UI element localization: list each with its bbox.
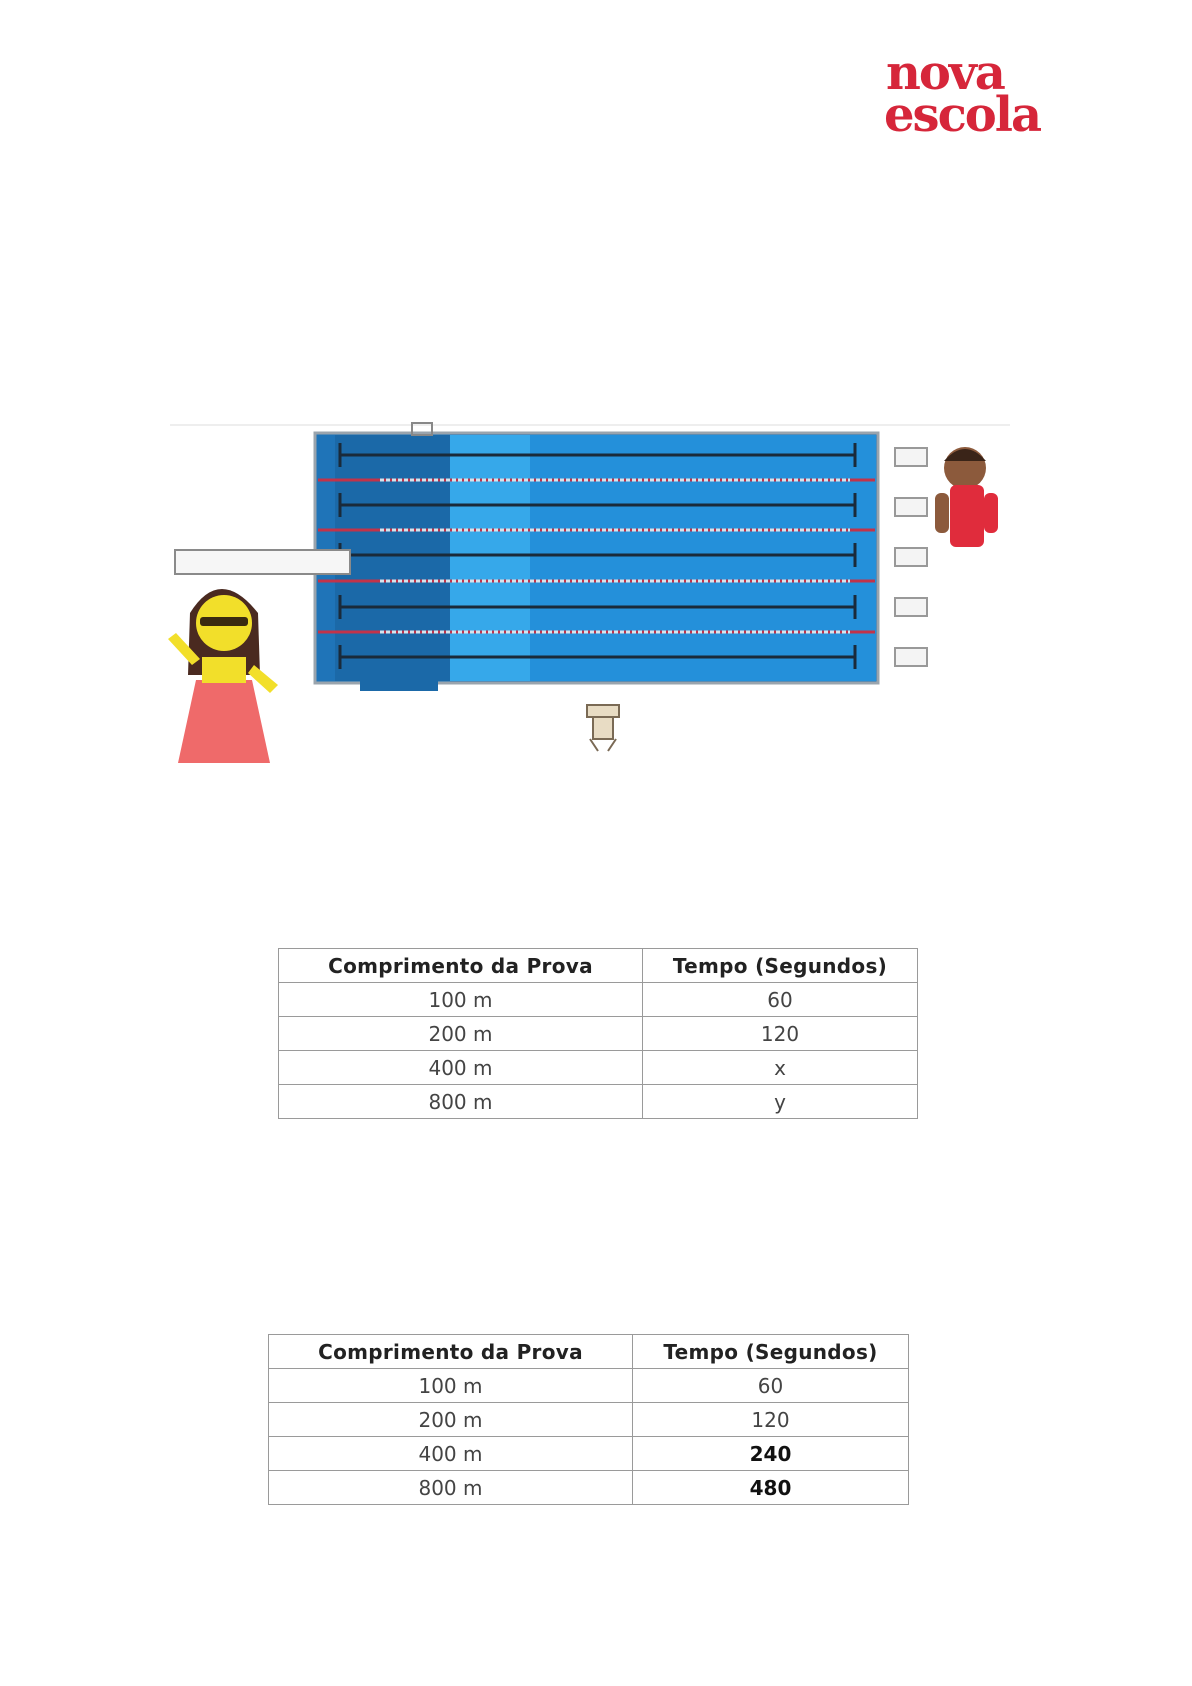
swimming-pool-illustration <box>150 415 1020 795</box>
header-time: Tempo (Segundos) <box>643 949 918 983</box>
cell-length: 200 m <box>279 1017 643 1051</box>
diving-board <box>175 550 350 574</box>
cell-time-answer: 240 <box>633 1437 909 1471</box>
cell-time: x <box>643 1051 918 1085</box>
table-row <box>269 1403 909 1437</box>
logo-line-1: nova <box>886 45 1004 101</box>
table-row <box>279 1051 918 1085</box>
cell-time-answer: 480 <box>633 1471 909 1505</box>
cell-length: 400 m <box>279 1051 643 1085</box>
race-times-table-answer <box>268 1334 909 1505</box>
cell-length: 800 m <box>269 1471 633 1505</box>
cell-length: 100 m <box>269 1369 633 1403</box>
cell-time: y <box>643 1085 918 1119</box>
starting-blocks <box>895 448 927 666</box>
table-row <box>269 1437 909 1471</box>
race-times-table-question <box>278 948 918 1119</box>
table-header-row <box>279 949 918 983</box>
table-row <box>279 1017 918 1051</box>
cell-time: 120 <box>643 1017 918 1051</box>
table-header-row <box>269 1335 909 1369</box>
cell-time: 60 <box>633 1369 909 1403</box>
cell-time: 120 <box>633 1403 909 1437</box>
header-length: Comprimento da Prova <box>269 1335 633 1369</box>
logo-line-2: escola <box>884 87 1041 143</box>
header-time: Tempo (Segundos) <box>633 1335 909 1369</box>
table-row <box>279 983 918 1017</box>
nova-escola-logo <box>884 45 1054 143</box>
cell-length: 100 m <box>279 983 643 1017</box>
table-row <box>269 1471 909 1505</box>
boy-character <box>935 447 998 547</box>
cell-length: 200 m <box>269 1403 633 1437</box>
pool <box>315 433 878 691</box>
cell-length: 800 m <box>279 1085 643 1119</box>
girl-character <box>168 589 278 763</box>
referee-chair <box>587 705 619 751</box>
table-row <box>269 1369 909 1403</box>
cell-time: 60 <box>643 983 918 1017</box>
header-length: Comprimento da Prova <box>279 949 643 983</box>
cell-length: 400 m <box>269 1437 633 1471</box>
table-row <box>279 1085 918 1119</box>
